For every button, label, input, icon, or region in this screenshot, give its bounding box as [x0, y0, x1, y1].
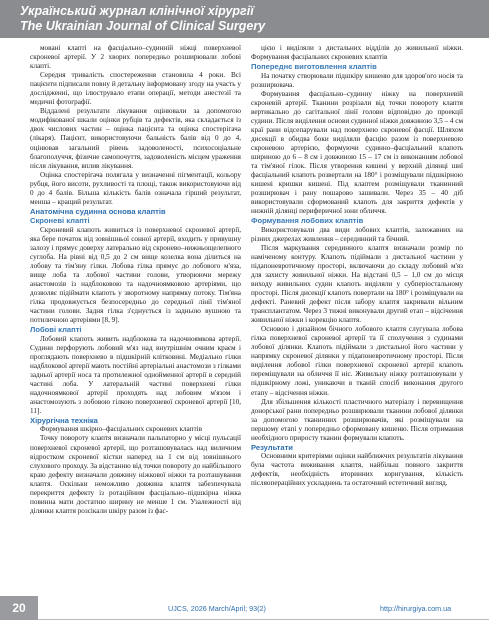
subsection-heading: Попереднє виготовлення клаптів [251, 62, 377, 72]
paragraph: На початку створювали підшкіру кишеню для здоров'ого носія та розширювача. [251, 71, 463, 89]
paragraph: Основними критеріями оцінки найближчих результатів лікування була частота виживання клаптя, найбільш повного закриття дефектів, необхідність вторинних коригування, кількість післяопераційних ускладнень та остаточний естетичний вигляд. [251, 452, 463, 488]
journal-title-ua: Український журнал клінічної хірургії [20, 4, 254, 18]
page-number: 20 [0, 596, 38, 620]
paragraph: Оцінка спостерігача полягала у визначенні пігментації, кольору рубця, його висоти, рухливості та площі, також використовуючи від 0 до 4 балів. Більша кількість балів означала гірший результат, менша – кращий результат. [30, 170, 241, 206]
paragraph: Точку повороту клаптя визначали пальпаторно у місці пульсації поверхневої скроневої артерії, що розташовувалась над виличним відростком скроневої кістки наперед на 1 см від зовнішнього слухового проходу. За відстанню від точки повороту до найбільшого краю дефекту визначали довжину ніжкової ніжки та розташування клаптя. Оскільки неможливо довжина клаптя забезпечувала перекриття дефекту із ротаційним фасціально–підшкірна ніжка повинна мати достатню ширину не менше 1 см. Узалежності від ділянки клаптя розсікали шкіру разом із фас- [30, 434, 241, 515]
section-heading: Анатомічна судинна основа клаптів [30, 206, 166, 216]
footer-divider [38, 619, 489, 620]
paragraph: Скроневий клапоть живиться із поверхневої скроневої артерії, яка бере початок від зовнішньої сонної артерії, входить у привушну залозу і прямує доверху латерально від скронево–нижньощелепного суглоба. На рівні від 0,5 до 2 см вище козелка вона ділиться на лобову та тім'яну гілки. Лобова гілка прямує до лобового м'яза, вище лоба та лобової частини голови, утворюючи мережу анастомозів із надблоковою та надочноямковою артеріями, що дозволяє підіймати клапоть у зворотному напрямку потоку. Тім'яна гілка продовжується безпосередньо до середньої лінії тім'яної частини голови. Задня гілка з'єднується із задньою вушною та потиличною артеріями [8, 9]. [30, 225, 241, 325]
paragraph: Формування фасціально–судинну ніжку на поверхневій скроневій артерії. Тканини розрізали від точки повороту клаптя вертикально до сагітальної лінії голови відповідно до проекції судини. Після виділення основи судинної ніжки довжиною 3,5 – 4 см краї рани відсепарували над поверхнею скроневої фасції. Шляхом дисекції в обидва боки виділяли фасцію разом із поверхневою скроневою артерією, формуючи судинно–фасціальний клапоть шириною до 6 – 8 см і довжиною 15 – 17 см із виконанням лобової та тім'яної гілок. Після утворення кишені у верхній ділянці шиї фасціальний клапоть розвертали на 180° і розміщували підшкірною кишені кришки кишені. Під клаптем розміщували тканинний розширювач і рану пошарово зашивали. Через 35 – 40 діб використовували сформований клапоть для закриття дефектів у нижній ділянці периферичної зони обличчя. [251, 89, 463, 216]
journal-title-en: The Ukrainian Journal of Clinical Surgery [20, 19, 266, 33]
paragraph: Після маркування серединного клаптя визначали розмір по наміченому контуру. Клапоть підіймали з дистальної частини у підапоневротичному просторі, включаючи до складу лобовий м'яз для захисту живильної ніжки. На відстані 0,5 – 1,0 см до місця виходу живильних судин клапоть виділяли у субперіостальному просторі. Після дисекції клапоть повертали на 180° і розміщували на дефекті. Раневий дефект після забору клаптя закривали вільним трансплантатом. Через 3 тижні виконували другий етап – відсічення живильної ніжки і корекцію клаптя. [251, 243, 463, 325]
paragraph: Віддалені результати лікування оцінювали за допомогою модифікованої шкали оцінки рубців та дефектів, яка складається із двох числових частин – оцінка пацієнта та оцінка спостерігача (лікаря). Пацієнт, використовуючи бальність балів від 0 до 4, оцінював загальний рівень задоволеності, психосоціальне благополуччя, фізичне самопочуття, задоволеність місцем ураження після лікування, вплив лікування. [30, 107, 241, 170]
journal-website-link[interactable]: http://hirurgiya.com.ua [380, 604, 452, 613]
subsection-heading: Скроневі клапті [30, 216, 90, 226]
section-heading: Хірургічна техніка [30, 416, 98, 425]
journal-header [0, 0, 489, 38]
paragraph: Для збільшення кількості пластичного матеріалу і перевищення донорської рани попередньо розширювали тканини лобової ділянки за допомогою тканинних розширювачів, які розміщували на першому етапі у попередньо сформовану кишеню. Після отримання необхідного приросту тканин формували клапоть. [251, 397, 463, 442]
paragraph: Формування шкірно–фасціальних скроневих клаптів [40, 425, 203, 434]
section-heading: Результати [251, 442, 293, 452]
paragraph: мовані клапті на фасціально–судинній ніжці поверхневої скроневої артерії. У 2 хворих попередньо розширювали лобові клапті. [30, 44, 241, 71]
subsection-heading: Формування лобових клаптів [251, 216, 364, 226]
journal-citation: UJCS, 2026 March/April; 93(2) [168, 604, 266, 613]
paragraph: Лобовий клапоть живить надблокова та надочноямкова артерії. Судини перфорують лобовий м'яз над внутрішнім очним краєм і проглядають поверхнево в підшкірній клітковині. Медіально гілки надблокової артерії мають постійні артеріальні анастомози з гілками задньої артерії носа та протилежної однойменної артерії в середній частині лоба. У латеральній частині поверхневі гілки надочноямкової артерії проходять над лобовим м'язом і анастомозують з лобовою гілкою поверхневої скроневої артерії [10, 11]. [30, 334, 241, 415]
paragraph: Використовували два види лобових клаптів, залежавних на різних джерелах живлення – серединний та бічний. [251, 225, 463, 243]
right-column [251, 44, 463, 488]
paragraph: Середня тривалість спостереження становила 4 роки. Всі пацієнти підписали повну й детальну інформовану згоду на участь у дослідженні, що ілюструвало етапи операції, методи анестезії та медичні фотографії. [30, 71, 241, 107]
paragraph: цією і виділяли з дистальних відділів до живильної ніжки. Формування фасціальних скроневих клаптів [251, 44, 463, 62]
left-column [30, 44, 241, 516]
paragraph: Основою і дизайном бічного лобового клаптя слугувала лобова гілка поверхневої скроневої артерії та її сполучення з судинами лобової ділянки. Клапоть підіймали з дистальної його частини у напрямку скроневої ділянки у підапоневротичному просторі. Після виділення лобової гілки поверхневої скроневої артерії клапоть переміщували на обличчя її ніс. Живильну ніжку розташовували у підшкірному ложі, уникаючи в тканій спосіб виконання другого етапу – відсічення ніжки. [251, 325, 463, 397]
subsection-heading: Лобові клапті [30, 325, 82, 335]
